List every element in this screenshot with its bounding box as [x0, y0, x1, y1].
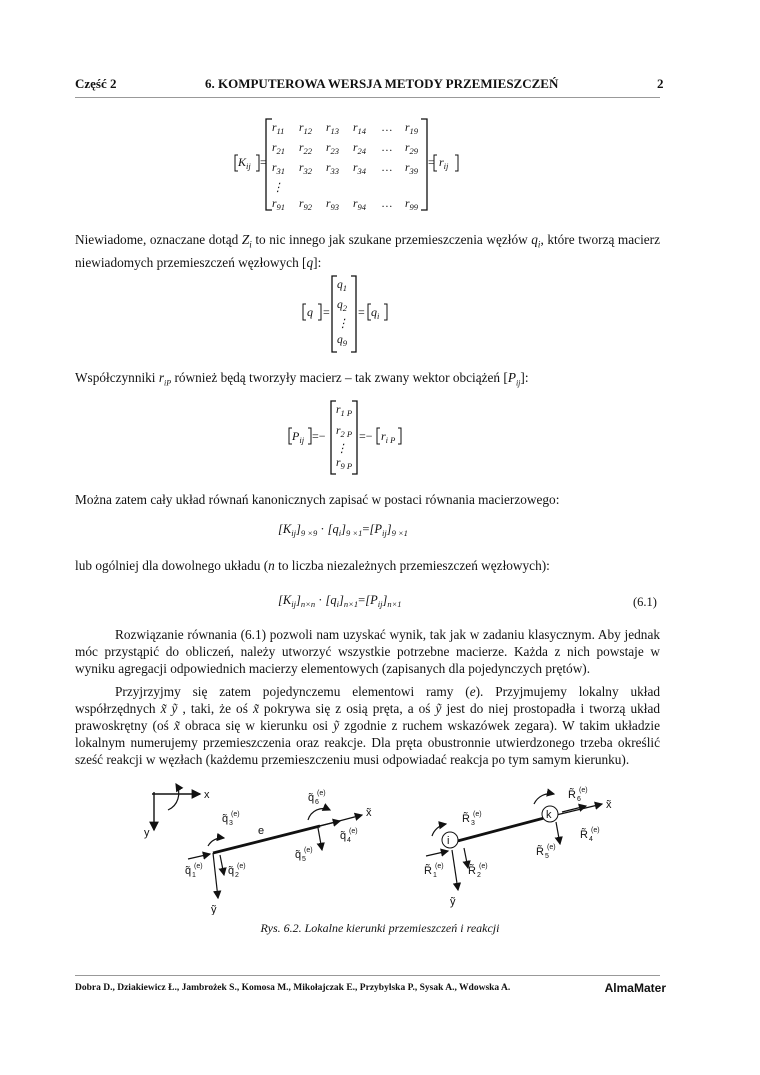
footer-rule: [75, 975, 660, 976]
matrix-entry: $r_{22}$: [299, 142, 312, 156]
svg-text:2: 2: [235, 872, 239, 879]
matrix-entry: $r_{94}$: [353, 198, 366, 212]
matrix-entry: …: [382, 122, 393, 134]
matrix-entry: …: [382, 142, 393, 154]
matrix-entry: $r_{93}$: [326, 198, 339, 212]
svg-text:q̃: q̃: [185, 865, 192, 877]
svg-text:(e): (e): [473, 811, 482, 818]
svg-text:q̃: q̃: [228, 865, 235, 877]
matrix-entry: $r_{23}$: [326, 142, 339, 156]
svg-text:6: 6: [577, 796, 581, 803]
matrix-entry: $r_{11}$: [272, 122, 285, 136]
header-chapter-title: 6. KOMPUTEROWA WERSJA METODY PRZEMIESZCZEŃ: [205, 76, 559, 91]
svg-text:4: 4: [347, 837, 351, 844]
svg-text:y: y: [144, 827, 150, 839]
svg-text:q̃: q̃: [340, 830, 347, 842]
svg-text:R̃: R̃: [468, 865, 476, 877]
svg-text:i: i: [447, 835, 450, 847]
vector-q-entry: ⋮: [337, 318, 349, 330]
figure-local-directions: [130, 770, 630, 915]
matrix-entry: …: [382, 162, 393, 174]
svg-text:(e): (e): [591, 827, 600, 834]
svg-text:(e): (e): [237, 863, 246, 870]
equation-number: (6.1): [633, 595, 657, 609]
svg-text:3: 3: [471, 820, 475, 827]
left-element: [185, 790, 372, 915]
vector-q-entry: $q_2$: [337, 299, 347, 313]
matrix-k-lhs: $K_{ij}$: [238, 155, 251, 171]
svg-text:k: k: [546, 809, 552, 821]
paragraph-matrix-equation-intro: Można zatem cały układ równań kanonicznych zapisać w postaci równania macierzowego:: [75, 492, 560, 507]
paragraph-local-system: Przyjrzyjmy się zatem pojedynczemu elementowi ramy (e). Przyjmujemy lokalny układ współrzędnych x̃ ỹ , taki, że oś x̃ pokrywa się z osią pręta, a oś ỹ jest do niej prostopadła i tworzą układ prawoskrętny (oś x̃ obraca się w kierunku osi ỹ zgodnie z ruchem wskazówek zegara). W takim układzie lokalnym numerujemy przemieszczenia oraz reakcje. Dla pręta obustronnie utwierdzonego trzeba określić sześć reakcji w węzłach (każdemu przemieszczeniu musi odpowiadać reakcja po tym samym kierunku).: [75, 684, 660, 767]
svg-text:q̃: q̃: [222, 813, 229, 825]
equation-9x9: $[K_{ij}]_{9 \times 9} \cdot [q_i]_{9 \times 1}=[P_{ij}]_{9 \times 1}$: [278, 522, 408, 538]
matrix-entry: $r_{33}$: [326, 162, 339, 176]
svg-text:5: 5: [545, 853, 549, 860]
svg-text:ỹ: ỹ: [211, 904, 217, 915]
svg-text:R̃: R̃: [424, 865, 432, 877]
svg-text:R̃: R̃: [536, 846, 544, 858]
svg-text:(e): (e): [479, 863, 488, 870]
equals-sign: =: [428, 155, 435, 169]
svg-text:x̃: x̃: [366, 807, 372, 819]
footer-authors: Dobra D., Dziakiewicz Ł., Jambrożek S., Komosa M., Mikołajczak E., Przybylska P., Sysak A., Wdowska A.: [75, 983, 511, 993]
svg-text:q̃: q̃: [308, 792, 315, 804]
header-part: Część 2: [75, 76, 117, 91]
svg-text:1: 1: [433, 872, 437, 879]
matrix-entry: $r_{91}$: [272, 198, 285, 212]
header-rule: [75, 97, 660, 98]
matrix-entry: $r_{14}$: [353, 122, 366, 136]
matrix-entry: $r_{12}$: [299, 122, 312, 136]
matrix-entry: $r_{29}$: [405, 142, 418, 156]
svg-text:4: 4: [589, 836, 593, 843]
matrix-entry: ⋮: [272, 182, 284, 194]
svg-text:(e): (e): [231, 811, 240, 818]
svg-text:(e): (e): [349, 828, 358, 835]
matrix-entry: $r_{19}$: [405, 122, 418, 136]
paragraph-unknowns: Niewiadome, oznaczane dotąd $Z_i$ to nic innego jak szukane przemieszczenia węzłów $q_i$, które tworzą macierz niewiadomych przemieszczeń węzłowych [q]:: [75, 232, 661, 270]
svg-text:(e): (e): [304, 847, 313, 854]
svg-text:1: 1: [192, 872, 196, 879]
svg-text:(e): (e): [194, 863, 203, 870]
vector-q-rhs: $q_i$: [371, 305, 380, 321]
vector-p-entry: $r_{2 P}$: [336, 425, 353, 439]
matrix-entry: $r_{21}$: [272, 142, 285, 156]
svg-text:5: 5: [302, 856, 306, 863]
vector-q-lhs: q: [307, 305, 313, 319]
svg-text:R̃: R̃: [568, 789, 576, 801]
matrix-entry: $r_{24}$: [353, 142, 366, 156]
matrix-entry: …: [382, 198, 393, 210]
svg-text:ỹ: ỹ: [450, 896, 456, 908]
svg-text:R̃: R̃: [580, 829, 588, 841]
svg-text:3: 3: [229, 820, 233, 827]
equals-sign: =: [260, 155, 267, 169]
footer-brand: AlmaMater: [604, 981, 666, 995]
svg-text:x: x: [204, 789, 210, 801]
svg-text:R̃: R̃: [462, 813, 470, 825]
vector-q-brackets: [300, 272, 400, 356]
paragraph-general-case: lub ogólniej dla dowolnego układu (n to liczba niezależnych przemieszczeń węzłowych):: [75, 558, 550, 573]
right-element: [424, 787, 612, 908]
matrix-k-rhs: $r_{ij}$: [439, 155, 449, 171]
matrix-entry: $r_{32}$: [299, 162, 312, 176]
matrix-entry: $r_{39}$: [405, 162, 418, 176]
svg-text:q̃: q̃: [295, 849, 302, 861]
svg-text:(e): (e): [317, 790, 326, 797]
global-axes: [144, 784, 210, 839]
svg-text:6: 6: [315, 799, 319, 806]
matrix-entry: $r_{99}$: [405, 198, 418, 212]
matrix-entry: $r_{34}$: [353, 162, 366, 176]
vector-p-lhs: $P_{ij}$: [292, 429, 305, 445]
matrix-entry: $r_{31}$: [272, 162, 285, 176]
matrix-entry: $r_{13}$: [326, 122, 339, 136]
header-page-number: 2: [657, 76, 664, 91]
vector-q-entry: $q_1$: [337, 279, 347, 293]
svg-text:2: 2: [477, 872, 481, 879]
svg-text:(e): (e): [435, 863, 444, 870]
vector-q-entry: $q_9$: [337, 334, 347, 348]
vector-p-rhs: $r_{i P}$: [381, 429, 396, 445]
svg-text:x̃: x̃: [606, 799, 612, 811]
vector-p-entry: $r_{1 P}$: [336, 404, 353, 418]
equation-6-1: $[K_{ij}]_{n\times n} \cdot [q_i]_{n\times 1}=[P_{ij}]_{n\times 1}$: [278, 593, 402, 609]
svg-text:(e): (e): [547, 844, 556, 851]
figure-caption: Rys. 6.2. Lokalne kierunki przemieszczeń i reakcji: [260, 921, 500, 935]
paragraph-solution: Rozwiązanie równania (6.1) pozwoli nam uzyskać wynik, tak jak w zadaniu klasycznym. Aby jednak móc przystąpić do obliczeń, należy utworzyć wszystkie potrzebne macierze. Każda z nich powstaje w wyniku agregacji odpowiednich macierzy elementowych (zapisanych dla pojedynczych prętów).: [75, 627, 660, 676]
svg-text:e: e: [258, 825, 265, 837]
vector-p-entry: ⋮: [336, 443, 348, 455]
vector-p-entry: $r_{9 P}$: [336, 457, 353, 471]
svg-text:(e): (e): [579, 787, 588, 794]
paragraph-coefficients: Współczynniki $r_{iP}$ również będą tworzyły macierz – tak zwany wektor obciążeń $[P_{ij}]$:: [75, 370, 529, 388]
matrix-entry: $r_{92}$: [299, 198, 312, 212]
